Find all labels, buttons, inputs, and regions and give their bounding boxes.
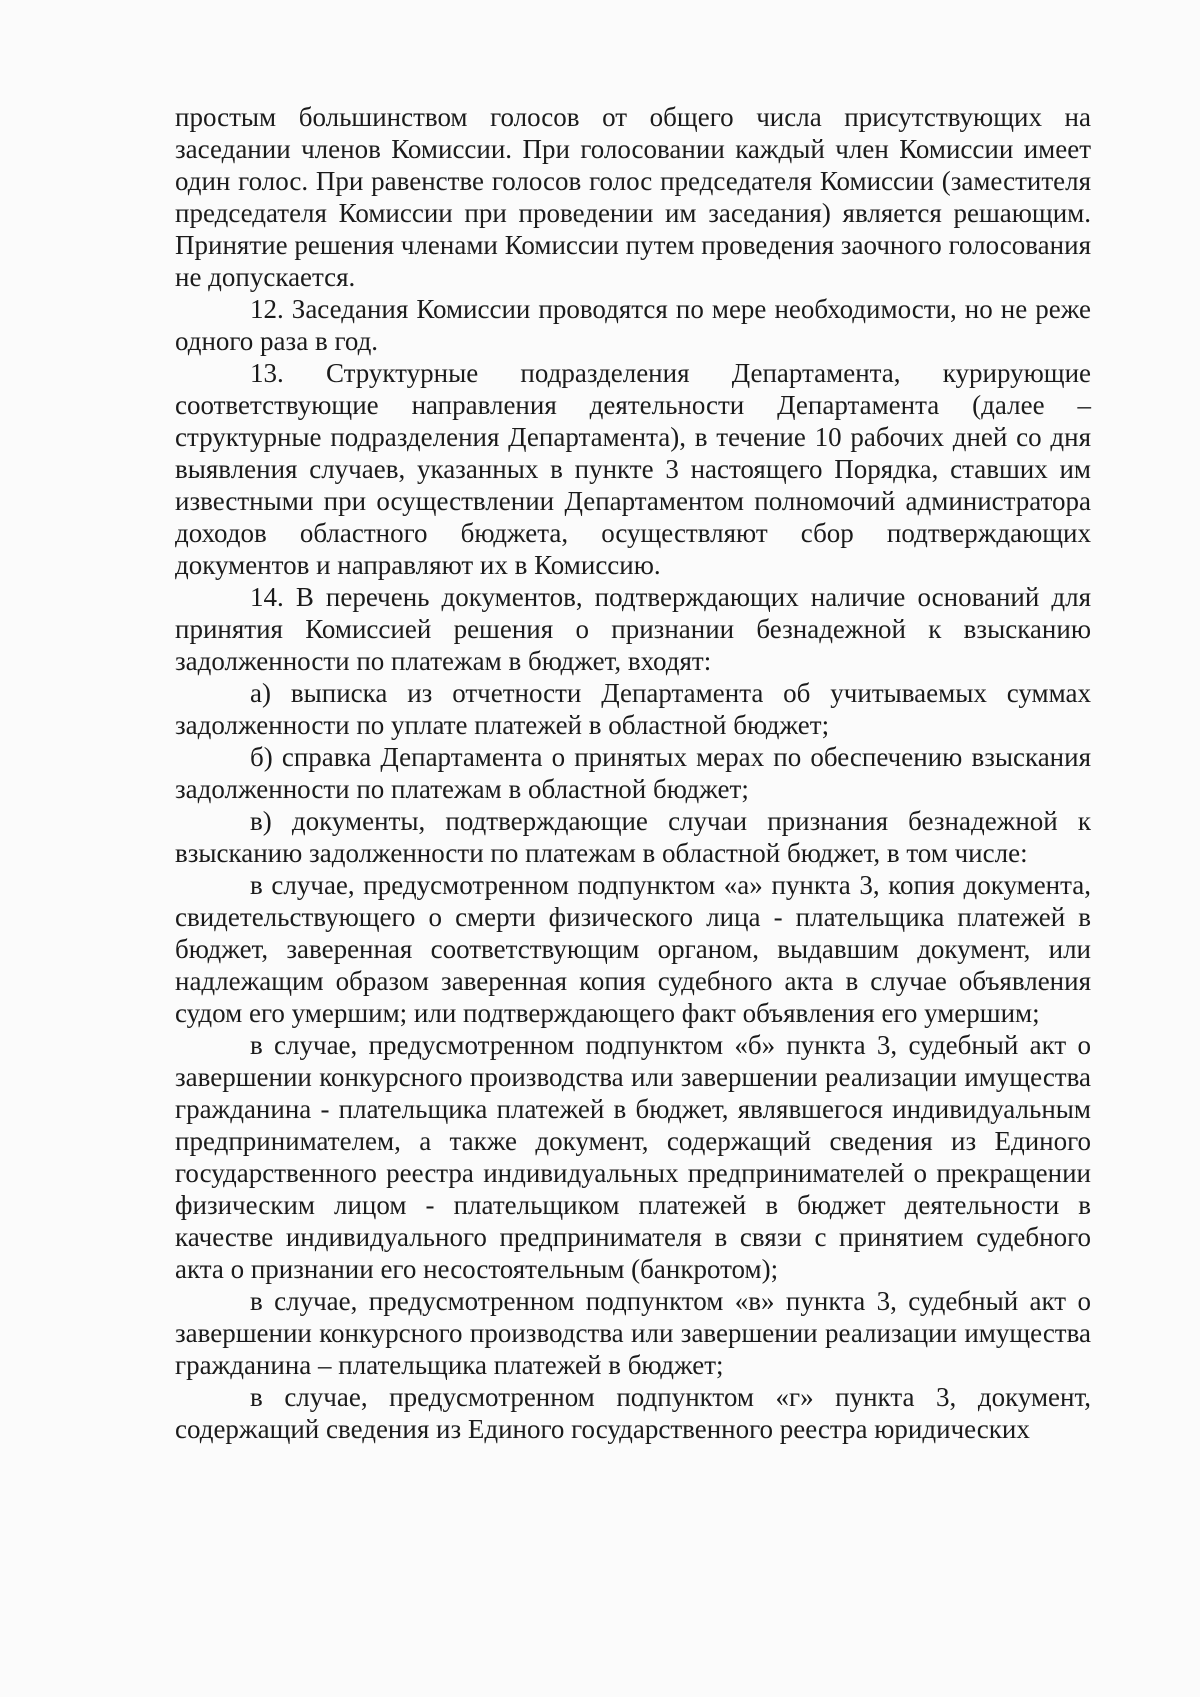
paragraph-voting: простым большинством голосов от общего числа присутствующих на заседании членов Комиссии. При голосовании каждый член Комиссии имеет один голос. При равенстве голосов голос председателя Комиссии (заместителя председателя Комиссии при проведении им заседания) является решающим. Принятие решения членами Комиссии путем проведения заочного голосования не допускается. [175, 102, 1091, 292]
paragraph-14-a: а) выписка из отчетности Департамента об учитываемых суммах задолженности по уплате платежей в областной бюджет; [175, 678, 1091, 740]
paragraph-13: 13. Структурные подразделения Департамента, курирующие соответствующие направления деятельности Департамента (далее – структурные подразделения Департамента), в течение 10 рабочих дней со дня выявления случаев, указанных в пункте 3 настоящего Порядка, ставших им известными при осуществлении Департаментом полномочий администратора доходов областного бюджета, осуществляют сбор подтверждающих документов и направляют их в Комиссию. [175, 358, 1091, 580]
paragraph-case-b: в случае, предусмотренном подпунктом «б» пункта 3, судебный акт о завершении конкурсного производства или завершении реализации имущества гражданина - плательщика платежей в бюджет, являвшегося индивидуальным предпринимателем, а также документ, содержащий сведения из Единого государственного реестра индивидуальных предпринимателей о прекращении физическим лицом - плательщиком платежей в бюджет деятельности в качестве индивидуального предпринимателя в связи с принятием судебного акта о признании его несостоятельным (банкротом); [175, 1030, 1091, 1284]
paragraph-case-v: в случае, предусмотренном подпунктом «в» пункта 3, судебный акт о завершении конкурсного производства или завершении реализации имущества гражданина – плательщика платежей в бюджет; [175, 1286, 1091, 1380]
paragraph-12: 12. Заседания Комиссии проводятся по мере необходимости, но не реже одного раза в год. [175, 294, 1091, 356]
paragraph-case-g: в случае, предусмотренном подпунктом «г» пункта 3, документ, содержащий сведения из Единого государственного реестра юридических [175, 1382, 1091, 1444]
paragraph-14: 14. В перечень документов, подтверждающих наличие оснований для принятия Комиссией решения о признании безнадежной к взысканию задолженности по платежам в бюджет, входят: [175, 582, 1091, 676]
document-body [175, 101, 1091, 1445]
paragraph-case-a: в случае, предусмотренном подпунктом «а» пункта 3, копия документа, свидетельствующего о смерти физического лица - плательщика платежей в бюджет, заверенная соответствующим органом, выдавшим документ, или надлежащим образом заверенная копия судебного акта в случае объявления судом его умершим; или подтверждающего факт объявления его умершим; [175, 870, 1091, 1028]
paragraph-14-v: в) документы, подтверждающие случаи признания безнадежной к взысканию задолженности по платежам в областной бюджет, в том числе: [175, 806, 1091, 868]
paragraph-14-b: б) справка Департамента о принятых мерах по обеспечению взыскания задолженности по платежам в областной бюджет; [175, 742, 1091, 804]
